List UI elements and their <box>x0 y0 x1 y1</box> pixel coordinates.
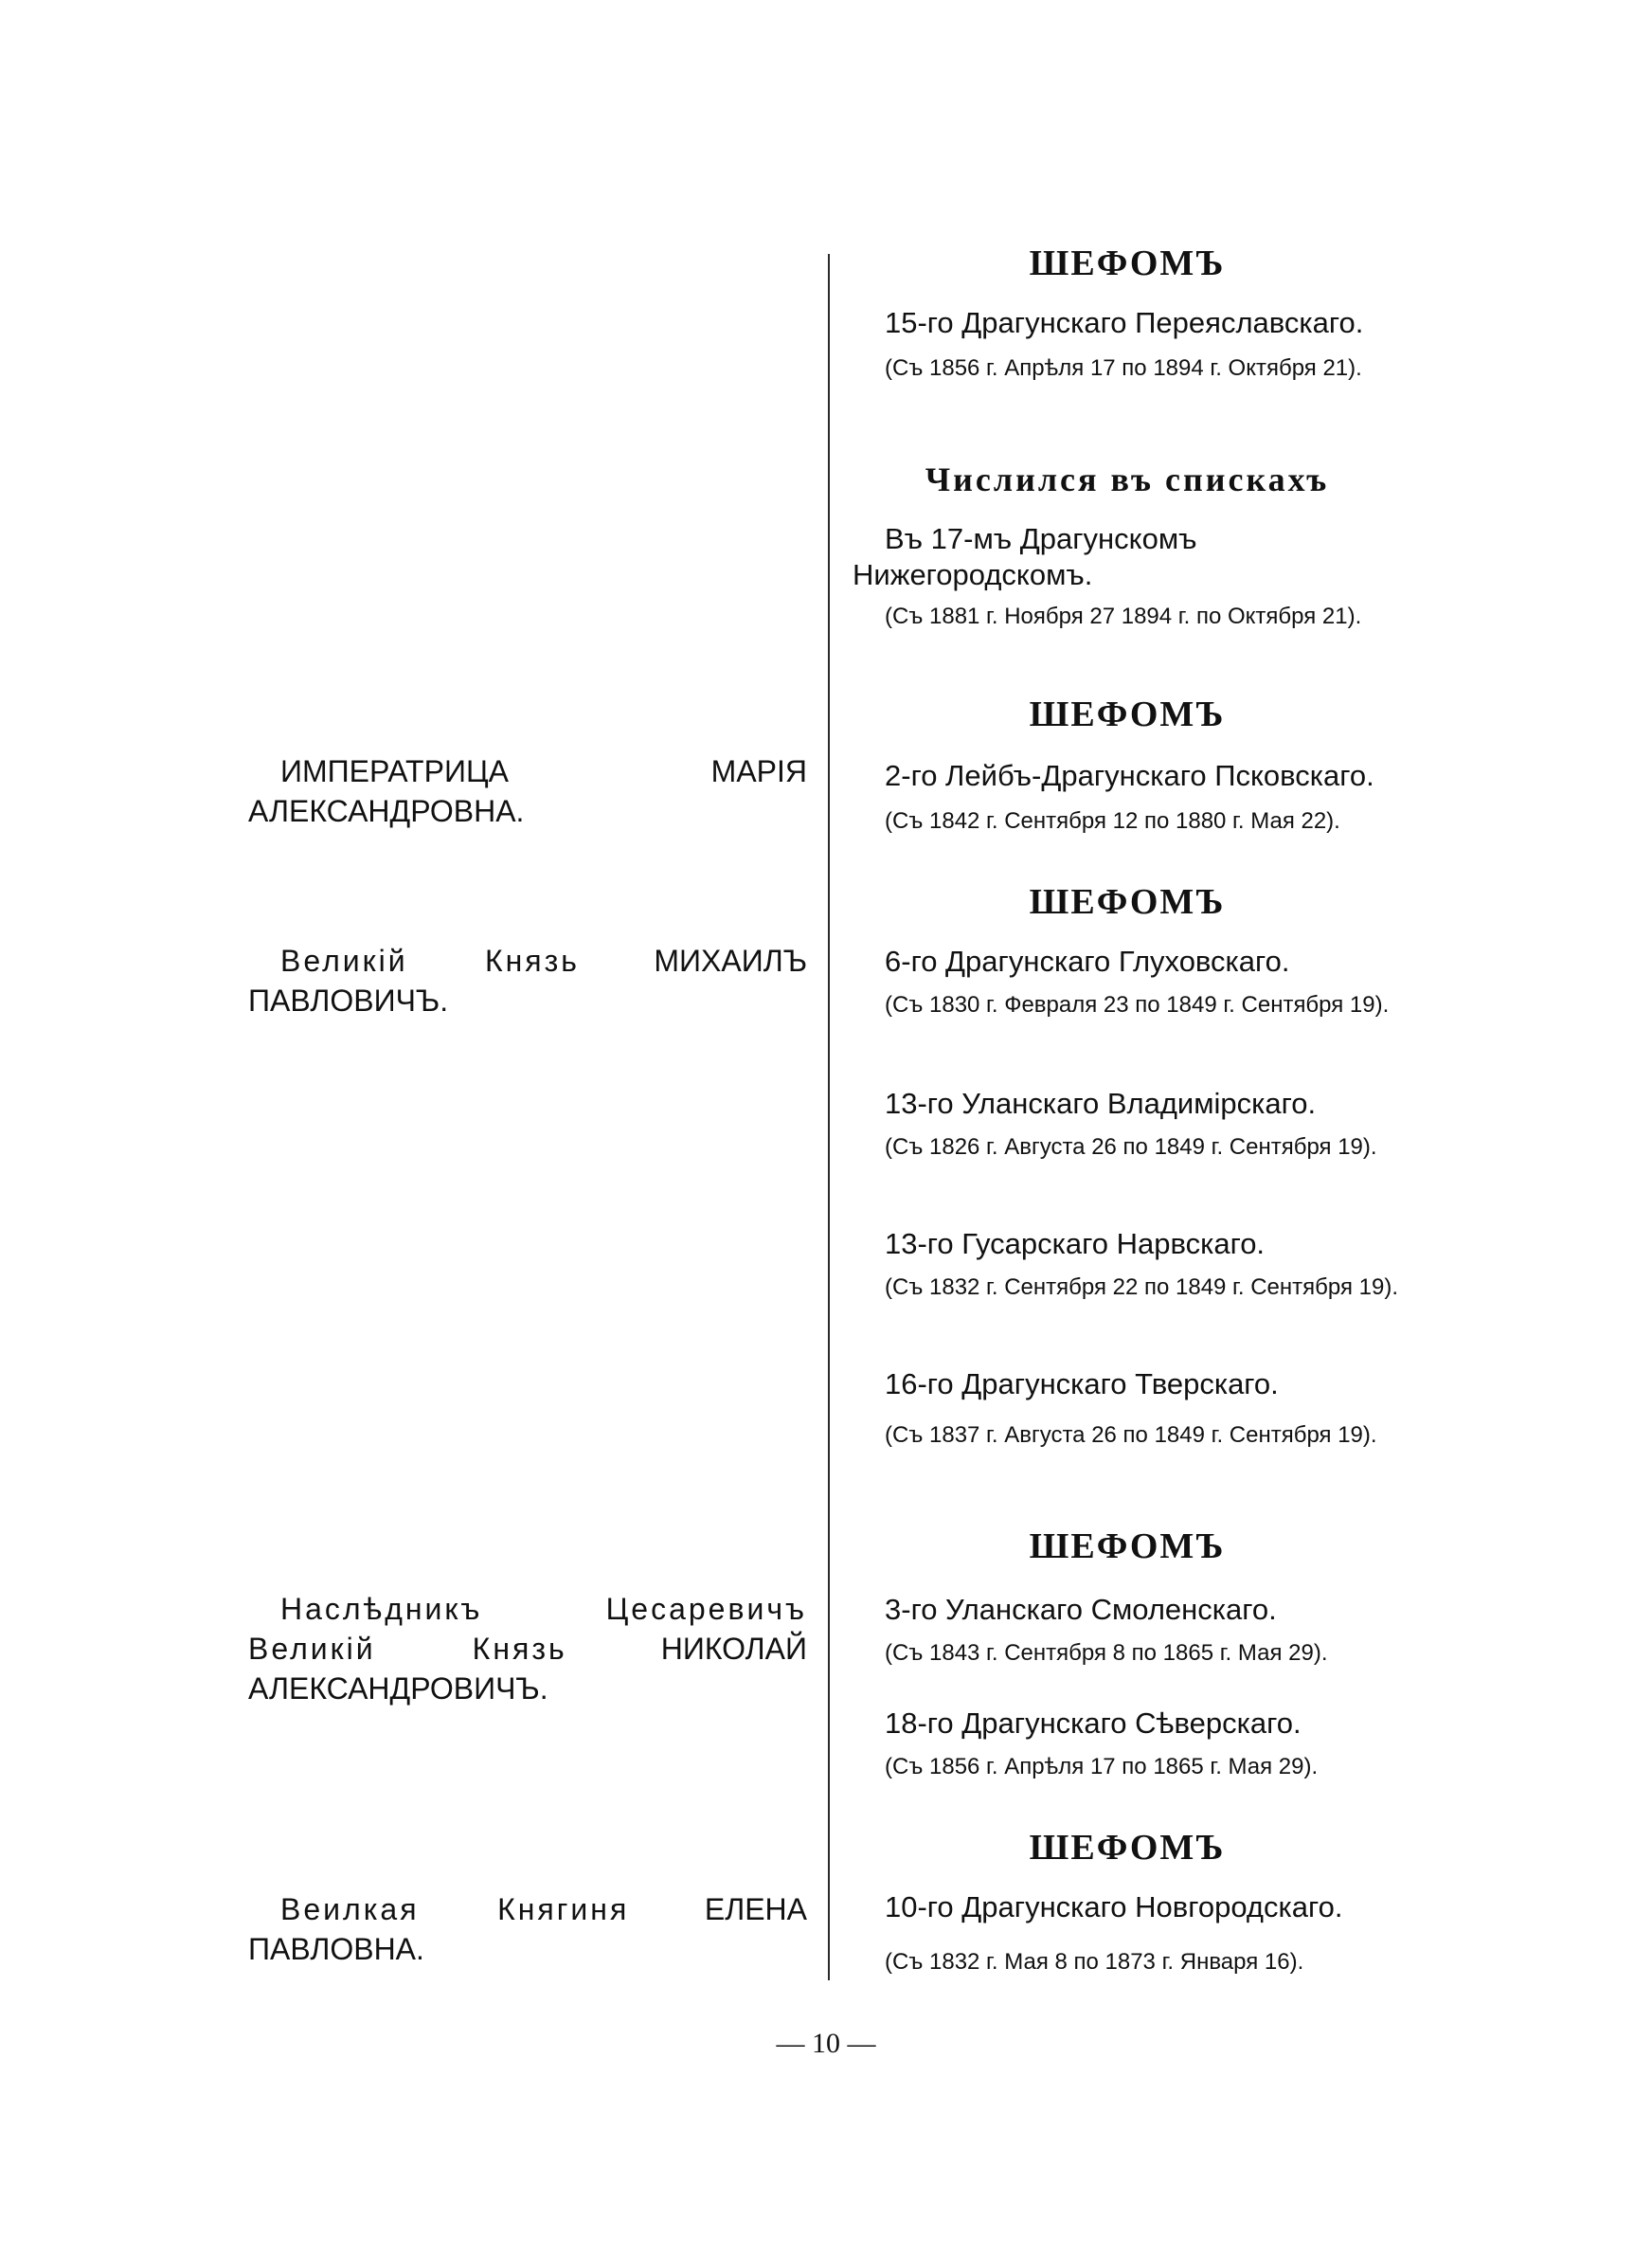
regiment-entry: 6-го Драгунскаго Глуховскаго. <box>885 945 1290 978</box>
page-number: — 10 — <box>776 2028 876 2059</box>
section-heading: ШЕФОМЪ <box>1029 882 1226 922</box>
regiment-entry: 16-го Драгунскаго Тверскаго. <box>885 1367 1279 1400</box>
regiment-entry: 13-го Уланскаго Владимірскаго. <box>885 1087 1317 1120</box>
regiment-entry: 18-го Драгунскаго Сѣверскаго. <box>885 1706 1302 1740</box>
person-name: ИМПЕРАТРИЦА МАРІЯ АЛЕКСАНДРОВНА. <box>248 754 807 828</box>
section-heading: ШЕФОМЪ <box>1029 1828 1226 1868</box>
section-heading: ШЕФОМЪ <box>1029 244 1226 283</box>
regiment-entry: 3-го Уланскаго Смоленскаго. <box>885 1593 1277 1626</box>
date-range: (Съ 1832 г. Сентября 22 по 1849 г. Сентября 19). <box>885 1274 1398 1300</box>
date-range: (Съ 1856 г. Апрѣля 17 по 1894 г. Октября 21). <box>885 355 1362 381</box>
column-divider <box>828 254 830 1980</box>
person-name: Великій Князь МИХАИЛЪ ПАВЛОВИЧЪ. <box>248 944 808 1018</box>
date-range: (Съ 1843 г. Сентября 8 по 1865 г. Мая 29). <box>885 1640 1328 1666</box>
date-range: (Съ 1837 г. Августа 26 по 1849 г. Сентября 19). <box>885 1422 1377 1448</box>
date-range: (Съ 1832 г. Мая 8 по 1873 г. Января 16). <box>885 1949 1304 1975</box>
section-heading: ШЕФОМЪ <box>1029 695 1226 734</box>
regiment-entry: 13-го Гусарскаго Нарвскаго. <box>885 1227 1266 1260</box>
person-name: Наслѣдникъ Цесаревичъ Великій Князь НИКОЛАЙ АЛЕКСАНДРОВИЧЪ. <box>248 1592 808 1706</box>
date-range: (Съ 1856 г. Апрѣля 17 по 1865 г. Мая 29). <box>885 1754 1319 1779</box>
date-range: (Съ 1881 г. Ноября 27 1894 г. по Октября 21). <box>885 604 1362 629</box>
section-heading: Числился въ спискахъ <box>925 460 1330 498</box>
section-heading: ШЕФОМЪ <box>1029 1526 1226 1566</box>
person-name: Веилкая Княгиня ЕЛЕНА ПАВЛОВНА. <box>248 1892 807 1966</box>
date-range: (Съ 1826 г. Августа 26 по 1849 г. Сентября 19). <box>885 1134 1377 1160</box>
date-range: (Съ 1842 г. Сентября 12 по 1880 г. Мая 22). <box>885 808 1340 834</box>
date-range: (Съ 1830 г. Февраля 23 по 1849 г. Сентября 19). <box>885 992 1390 1018</box>
regiment-entry: 10-го Драгунскаго Новгородскаго. <box>885 1890 1343 1923</box>
regiment-entry: 15-го Драгунскаго Переяславскаго. <box>885 306 1364 339</box>
regiment-entry: Въ 17-мъ Драгунскомъ Нижегородскомъ. <box>853 522 1197 591</box>
regiment-entry: 2-го Лейбъ-Драгунскаго Псковскаго. <box>885 759 1374 792</box>
